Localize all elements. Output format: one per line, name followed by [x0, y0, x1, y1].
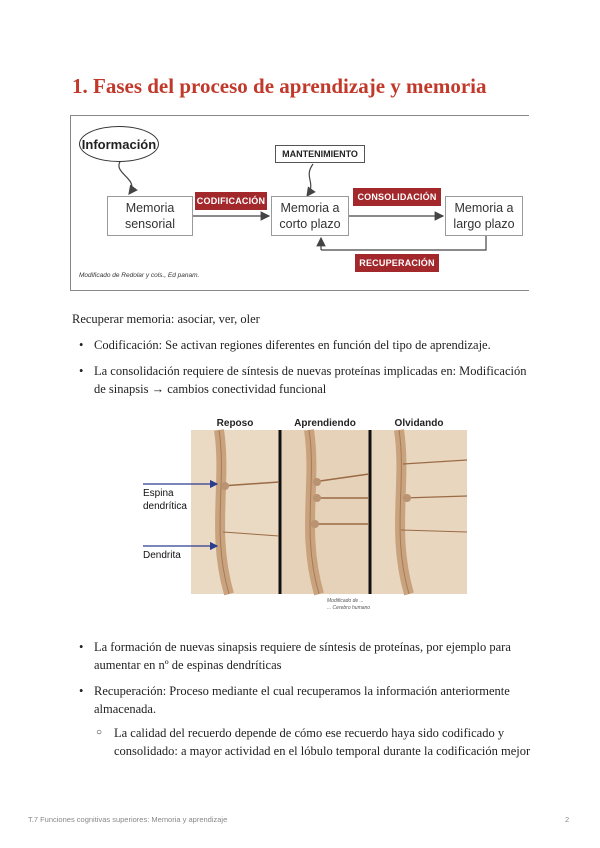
intro-text: Recuperar memoria: asociar, ver, oler: [72, 312, 260, 326]
memoria-largo-plazo-box: Memoria a largo plazo: [445, 196, 523, 236]
olvidando-label: Olvidando: [394, 418, 444, 429]
sub-bullet-list: [94, 724, 534, 760]
memory-phases-diagram: [70, 115, 529, 291]
consolidacion-label: CONSOLIDACIÓN: [353, 188, 441, 206]
codificacion-label: CODIFICACIÓN: [195, 192, 267, 210]
list-item: ○ La calidad del recuerdo depende de cómo ese recuerdo haya sido codificado y consolidado: a mayor actividad en el lóbulo temporal durante la codificación mejor: [94, 724, 534, 760]
bullet-list-1: [72, 336, 532, 398]
figure-credit-1: Modificado de ...: [327, 598, 364, 604]
informacion-bubble: Información: [79, 126, 159, 162]
reposo-label: Reposo: [216, 418, 254, 429]
aprendiendo-label: Aprendiendo: [294, 418, 356, 429]
list-item: • Codificación: Se activan regiones diferentes en función del tipo de aprendizaje.: [72, 336, 532, 354]
list-item: • La consolidación requiere de síntesis de nuevas proteínas implicadas en: Modificación de sinapsis → cambios conectividad funcional: [72, 362, 532, 398]
footer-title: T.7 Funciones cognitivas superiores: Memoria y aprendizaje: [28, 815, 228, 824]
list-item: • Recuperación: Proceso mediante el cual recuperamos la información anteriormente almacenada.: [72, 682, 532, 718]
mantenimiento-label: MANTENIMIENTO: [275, 145, 365, 163]
figure-credit-2: ... Cerebro humano: [327, 605, 371, 611]
memoria-corto-plazo-box: Memoria a corto plazo: [271, 196, 349, 236]
page-number: 2: [565, 815, 570, 824]
dendrita-label: Dendrita: [143, 550, 181, 561]
bullet-list-2: [72, 638, 532, 718]
espina-label: Espina: [143, 488, 174, 499]
page-title: 1. Fases del proceso de aprendizaje y memoria: [72, 74, 487, 98]
recuperacion-label: RECUPERACIÓN: [355, 254, 439, 272]
dendritica-label: dendrítica: [143, 501, 187, 512]
synapse-figure: [141, 412, 467, 612]
synapse-illustration: [141, 412, 467, 612]
memoria-sensorial-box: Memoria sensorial: [107, 196, 193, 236]
diagram-credit: Modificado de Redolar y cols., Ed panam.: [79, 272, 200, 279]
list-item: • La formación de nuevas sinapsis requiere de síntesis de proteínas, por ejemplo para aumentar en nº de espinas dendríticas: [72, 638, 532, 674]
